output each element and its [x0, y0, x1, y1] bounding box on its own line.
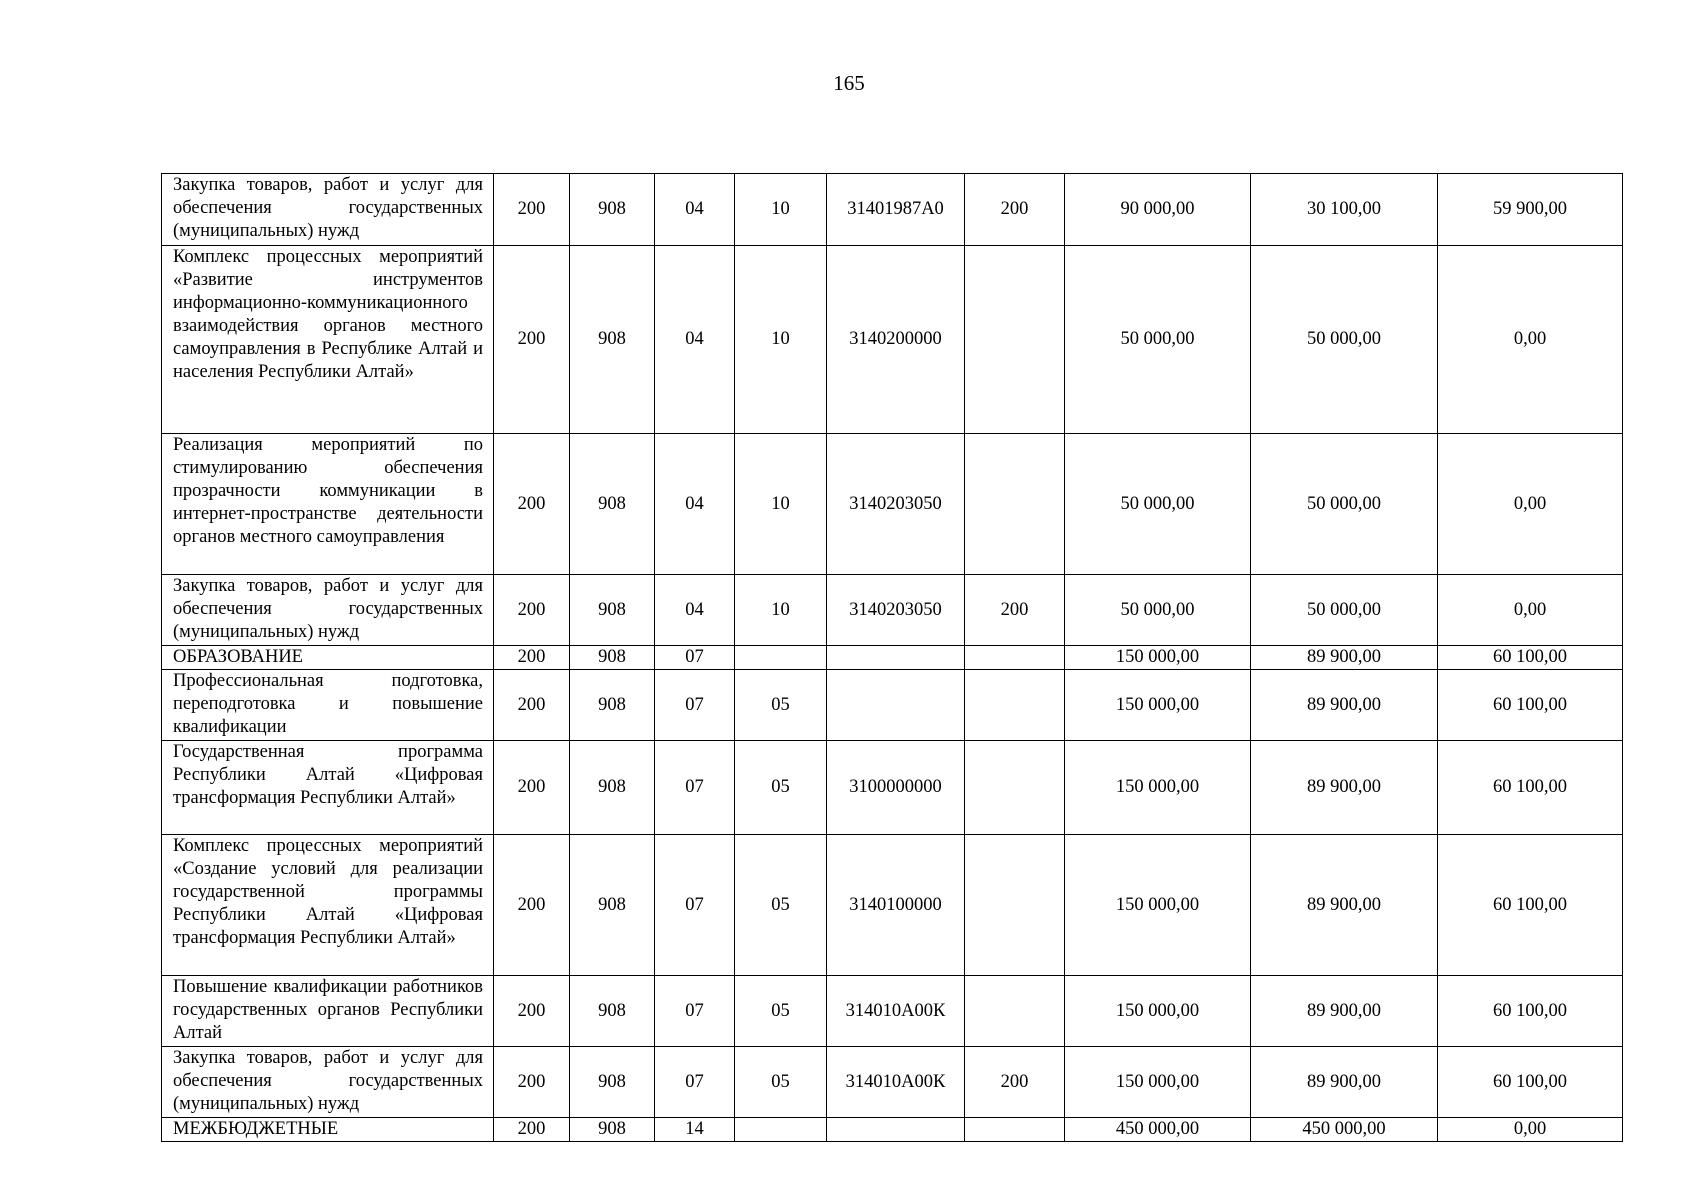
- code-cell: [827, 646, 965, 670]
- table-body: [162, 174, 1623, 1142]
- code-cell: 200: [494, 741, 570, 835]
- row-name-cell: Закупка товаров, работ и услуг для обеспечения государственных (муниципальных) нужд: [162, 1047, 494, 1118]
- row-name-cell: Комплекс процессных мероприятий «Создание условий для реализации государственной программы Республики Алтай «Цифровая трансформация Республики Алтай»: [162, 835, 494, 976]
- amount-cell: 90 000,00: [1065, 174, 1251, 246]
- amount-cell: 60 100,00: [1438, 976, 1623, 1047]
- row-name-cell: Государственная программа Республики Алтай «Цифровая трансформация Республики Алтай»: [162, 741, 494, 835]
- amount-cell: 50 000,00: [1251, 575, 1438, 646]
- amount-cell: 150 000,00: [1065, 646, 1251, 670]
- code-cell: 200: [494, 976, 570, 1047]
- table-row: [162, 434, 1623, 575]
- row-name-cell: Профессиональная подготовка, переподготовка и повышение квалификации: [162, 670, 494, 741]
- amount-cell: 0,00: [1438, 575, 1623, 646]
- code-cell: 908: [570, 646, 655, 670]
- row-name-cell: Повышение квалификации работников государственных органов Республики Алтай: [162, 976, 494, 1047]
- code-cell: 200: [494, 575, 570, 646]
- code-cell: 07: [655, 670, 735, 741]
- amount-cell: 89 900,00: [1251, 741, 1438, 835]
- code-cell: 05: [735, 1047, 827, 1118]
- code-cell: [965, 1118, 1065, 1142]
- amount-cell: 150 000,00: [1065, 835, 1251, 976]
- code-cell: [965, 434, 1065, 575]
- amount-cell: 30 100,00: [1251, 174, 1438, 246]
- code-cell: 10: [735, 174, 827, 246]
- amount-cell: 50 000,00: [1065, 246, 1251, 434]
- code-cell: 3140200000: [827, 246, 965, 434]
- amount-cell: 150 000,00: [1065, 670, 1251, 741]
- amount-cell: 89 900,00: [1251, 1047, 1438, 1118]
- row-name-cell: МЕЖБЮДЖЕТНЫЕ: [162, 1118, 494, 1142]
- amount-cell: 50 000,00: [1065, 434, 1251, 575]
- amount-cell: 89 900,00: [1251, 976, 1438, 1047]
- code-cell: [965, 670, 1065, 741]
- code-cell: 14: [655, 1118, 735, 1142]
- code-cell: 200: [494, 1118, 570, 1142]
- amount-cell: 60 100,00: [1438, 835, 1623, 976]
- code-cell: 3100000000: [827, 741, 965, 835]
- code-cell: 31401987А0: [827, 174, 965, 246]
- code-cell: 3140203050: [827, 575, 965, 646]
- code-cell: 10: [735, 246, 827, 434]
- code-cell: 200: [494, 835, 570, 976]
- amount-cell: 450 000,00: [1251, 1118, 1438, 1142]
- code-cell: [965, 976, 1065, 1047]
- amount-cell: 150 000,00: [1065, 976, 1251, 1047]
- row-name-cell: Закупка товаров, работ и услуг для обеспечения государственных (муниципальных) нужд: [162, 174, 494, 246]
- code-cell: 3140100000: [827, 835, 965, 976]
- code-cell: 908: [570, 1047, 655, 1118]
- code-cell: 04: [655, 246, 735, 434]
- code-cell: 3140203050: [827, 434, 965, 575]
- table-row: [162, 670, 1623, 741]
- code-cell: [735, 1118, 827, 1142]
- table-row: [162, 835, 1623, 976]
- code-cell: 200: [965, 1047, 1065, 1118]
- amount-cell: 89 900,00: [1251, 646, 1438, 670]
- row-name-cell: Реализация мероприятий по стимулированию обеспечения прозрачности коммуникации в интернет-пространстве деятельности органов местного самоуправления: [162, 434, 494, 575]
- code-cell: 908: [570, 835, 655, 976]
- code-cell: 908: [570, 575, 655, 646]
- code-cell: 10: [735, 434, 827, 575]
- code-cell: 908: [570, 246, 655, 434]
- code-cell: 200: [494, 246, 570, 434]
- code-cell: 200: [494, 670, 570, 741]
- code-cell: [827, 1118, 965, 1142]
- table-row: [162, 976, 1623, 1047]
- table-row: [162, 646, 1623, 670]
- amount-cell: 50 000,00: [1065, 575, 1251, 646]
- code-cell: 05: [735, 741, 827, 835]
- amount-cell: 60 100,00: [1438, 670, 1623, 741]
- code-cell: 200: [494, 434, 570, 575]
- code-cell: [965, 646, 1065, 670]
- code-cell: 04: [655, 575, 735, 646]
- amount-cell: 150 000,00: [1065, 1047, 1251, 1118]
- code-cell: 10: [735, 575, 827, 646]
- code-cell: 200: [494, 1047, 570, 1118]
- amount-cell: 60 100,00: [1438, 646, 1623, 670]
- code-cell: 07: [655, 646, 735, 670]
- table-row: [162, 174, 1623, 246]
- code-cell: 200: [965, 575, 1065, 646]
- code-cell: [965, 835, 1065, 976]
- code-cell: 908: [570, 434, 655, 575]
- row-name-cell: Закупка товаров, работ и услуг для обеспечения государственных (муниципальных) нужд: [162, 575, 494, 646]
- amount-cell: 60 100,00: [1438, 741, 1623, 835]
- code-cell: 314010А00К: [827, 976, 965, 1047]
- amount-cell: 60 100,00: [1438, 1047, 1623, 1118]
- code-cell: 908: [570, 670, 655, 741]
- amount-cell: 50 000,00: [1251, 434, 1438, 575]
- table-row: [162, 246, 1623, 434]
- code-cell: [965, 246, 1065, 434]
- code-cell: 07: [655, 741, 735, 835]
- code-cell: 05: [735, 670, 827, 741]
- amount-cell: 50 000,00: [1251, 246, 1438, 434]
- code-cell: 908: [570, 1118, 655, 1142]
- code-cell: 908: [570, 976, 655, 1047]
- amount-cell: 150 000,00: [1065, 741, 1251, 835]
- code-cell: 200: [494, 174, 570, 246]
- code-cell: 07: [655, 976, 735, 1047]
- page-number: 165: [833, 71, 865, 95]
- amount-cell: 89 900,00: [1251, 670, 1438, 741]
- amount-cell: 0,00: [1438, 246, 1623, 434]
- row-name-cell: Комплекс процессных мероприятий «Развитие инструментов информационно-коммуникационного взаимодействия органов местного самоуправления в Республике Алтай и населения Республики Алтай»: [162, 246, 494, 434]
- code-cell: 07: [655, 1047, 735, 1118]
- code-cell: 908: [570, 174, 655, 246]
- code-cell: 314010А00К: [827, 1047, 965, 1118]
- code-cell: 04: [655, 174, 735, 246]
- budget-table: [161, 173, 1623, 1142]
- code-cell: 05: [735, 976, 827, 1047]
- code-cell: 04: [655, 434, 735, 575]
- amount-cell: 89 900,00: [1251, 835, 1438, 976]
- table-row: [162, 1118, 1623, 1142]
- row-name-cell: ОБРАЗОВАНИЕ: [162, 646, 494, 670]
- amount-cell: 0,00: [1438, 1118, 1623, 1142]
- code-cell: [827, 670, 965, 741]
- amount-cell: 450 000,00: [1065, 1118, 1251, 1142]
- table-row: [162, 575, 1623, 646]
- amount-cell: 59 900,00: [1438, 174, 1623, 246]
- table-row: [162, 741, 1623, 835]
- table-row: [162, 1047, 1623, 1118]
- amount-cell: 0,00: [1438, 434, 1623, 575]
- code-cell: 200: [494, 646, 570, 670]
- code-cell: [965, 741, 1065, 835]
- code-cell: 05: [735, 835, 827, 976]
- code-cell: 07: [655, 835, 735, 976]
- code-cell: 200: [965, 174, 1065, 246]
- code-cell: [735, 646, 827, 670]
- code-cell: 908: [570, 741, 655, 835]
